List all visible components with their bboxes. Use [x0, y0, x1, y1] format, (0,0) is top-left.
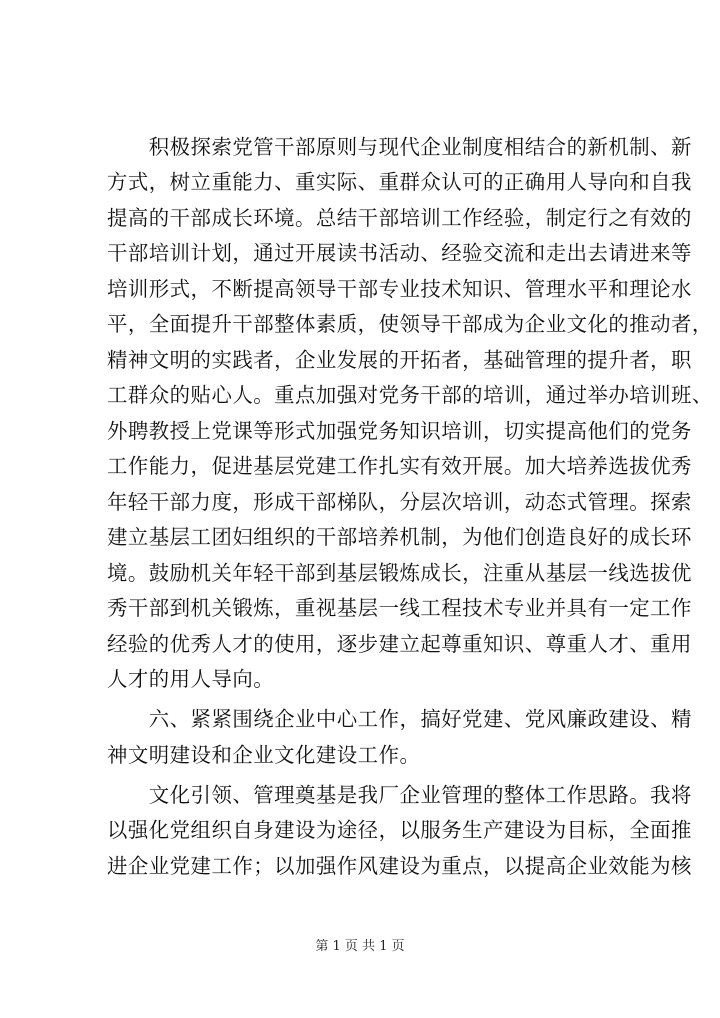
body-text-line: 秀干部到机关锻炼，重视基层一线工程技术专业并具有一定工作 [107, 596, 692, 620]
body-text-line: 方式，树立重能力、重实际、重群众认可的正确用人导向和自我 [107, 170, 692, 194]
body-text-line: 工作能力，促进基层党建工作扎实有效开展。加大培养选拔优秀 [107, 454, 692, 478]
page-number-footer: 第 1 页 共 1 页 [315, 939, 405, 954]
section-heading-line: 六、紧紧围绕企业中心工作，搞好党建、党风廉政建设、精 [107, 707, 692, 731]
body-text-line: 以强化党组织自身建设为途径，以服务生产建设为目标，全面推 [107, 818, 692, 842]
body-text-line: 干部培训计划，通过开展读书活动、经验交流和走出去请进来等 [107, 241, 692, 265]
body-text-line: 精神文明的实践者，企业发展的开拓者，基础管理的提升者，职 [107, 348, 692, 372]
body-text-line: 培训形式，不断提高领导干部专业技术知识、管理水平和理论水 [107, 277, 692, 301]
body-text-line: 经验的优秀人才的使用，逐步建立起尊重知识、尊重人才、重用 [107, 632, 692, 656]
body-text-line: 平，全面提升干部整体素质，使领导干部成为企业文化的推动者， [107, 312, 713, 336]
body-text-line: 外聘教授上党课等形式加强党务知识培训，切实提高他们的党务 [107, 419, 692, 443]
body-text-line: 提高的干部成长环境。总结干部培训工作经验，制定行之有效的 [107, 206, 692, 230]
body-text-line: 年轻干部力度，形成干部梯队，分层次培训，动态式管理。探索 [107, 490, 692, 514]
body-text-line: 文化引领、管理奠基是我厂企业管理的整体工作思路。我将 [107, 783, 692, 807]
section-heading-line: 神文明建设和企业文化建设工作。 [107, 743, 421, 767]
body-text-line: 人才的用人导向。 [107, 667, 275, 691]
body-text-line: 进企业党建工作；以加强作风建设为重点，以提高企业效能为核 [107, 854, 692, 878]
body-text-line: 建立基层工团妇组织的干部培养机制，为他们创造良好的成长环 [107, 525, 692, 549]
body-text-line: 积极探索党管干部原则与现代企业制度相结合的新机制、新 [107, 135, 692, 159]
body-text-line: 工群众的贴心人。重点加强对党务干部的培训，通过举办培训班、 [107, 383, 713, 407]
body-text-line: 境。鼓励机关年轻干部到基层锻炼成长，注重从基层一线选拔优 [107, 561, 692, 585]
